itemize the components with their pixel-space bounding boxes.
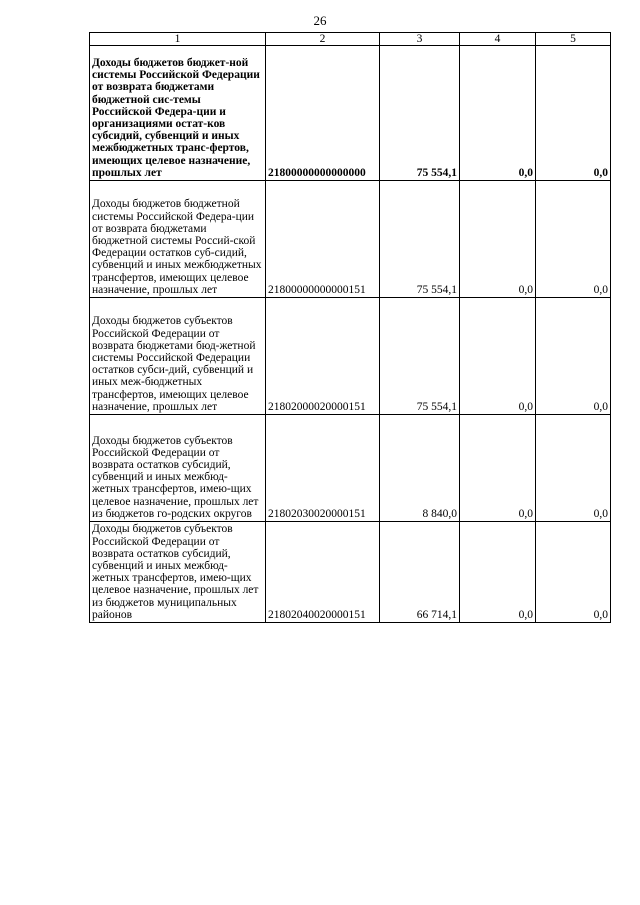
- value-cell-col5: 0,0: [536, 181, 611, 298]
- column-header-5: 5: [536, 33, 611, 46]
- value-cell-col5: 0,0: [536, 46, 611, 181]
- column-header-4: 4: [460, 33, 536, 46]
- revenue-name-cell: Доходы бюджетов субъектов Российской Федерации от возврата остатков субсидий, субвенций и иных межбюд-жетных трансфертов, имею-щих целевое назначение, прошлых лет из бюджетов го-родских округов: [90, 415, 266, 522]
- table-body: [90, 46, 611, 623]
- table-row: [90, 298, 611, 415]
- revenue-name-cell: Доходы бюджетов субъектов Российской Федерации от возврата бюджетами бюд-жетной системы Российской Федерации остатков субси-дий, субвенций и иных меж-бюджетных трансфертов, имеющих целевое назначение, прошлых лет: [90, 298, 266, 415]
- table-header: [90, 33, 611, 46]
- page-number: 26: [313, 13, 327, 28]
- budget-code-cell: 21802000020000151: [266, 298, 380, 415]
- value-cell-col4: 0,0: [460, 181, 536, 298]
- column-header-3: 3: [380, 33, 460, 46]
- amount-cell: 75 554,1: [380, 46, 460, 181]
- budget-revenue-table: [89, 32, 611, 623]
- value-cell-col5: 0,0: [536, 522, 611, 623]
- amount-cell: 75 554,1: [380, 298, 460, 415]
- table-row: [90, 415, 611, 522]
- table-row: [90, 181, 611, 298]
- column-header-2: 2: [266, 33, 380, 46]
- value-cell-col5: 0,0: [536, 415, 611, 522]
- value-cell-col4: 0,0: [460, 46, 536, 181]
- budget-code-cell: 21802030020000151: [266, 415, 380, 522]
- revenue-name-cell: Доходы бюджетов бюджет-ной системы Российской Федерации от возврата бюджетами бюджетной сис-темы Российской Федера-ции и организациями остат-ков субсидий, субвенций и иных межбюджетных транс-фертов, имеющих целевое назначение, прошлых лет: [90, 46, 266, 181]
- budget-code-cell: 21800000000000151: [266, 181, 380, 298]
- table-row: [90, 46, 611, 181]
- budget-code-cell: 21800000000000000: [266, 46, 380, 181]
- budget-code-cell: 21802040020000151: [266, 522, 380, 623]
- amount-cell: 75 554,1: [380, 181, 460, 298]
- revenue-name-cell: Доходы бюджетов бюджетной системы Российской Федера-ции от возврата бюджетами бюджетной системы Россий-ской Федерации остатков суб-сидий, субвенций и иных межбюджетных трансфертов, имеющих целевое назначение, прошлых лет: [90, 181, 266, 298]
- value-cell-col4: 0,0: [460, 298, 536, 415]
- header-row: [90, 33, 611, 46]
- table-row: [90, 522, 611, 623]
- column-header-1: 1: [90, 33, 266, 46]
- amount-cell: 8 840,0: [380, 415, 460, 522]
- value-cell-col4: 0,0: [460, 415, 536, 522]
- value-cell-col4: 0,0: [460, 522, 536, 623]
- revenue-name-cell: Доходы бюджетов субъектов Российской Федерации от возврата остатков субсидий, субвенций и иных межбюд-жетных трансфертов, имею-щих целевое назначение, прошлых лет из бюджетов муниципальных районов: [90, 522, 266, 623]
- value-cell-col5: 0,0: [536, 298, 611, 415]
- amount-cell: 66 714,1: [380, 522, 460, 623]
